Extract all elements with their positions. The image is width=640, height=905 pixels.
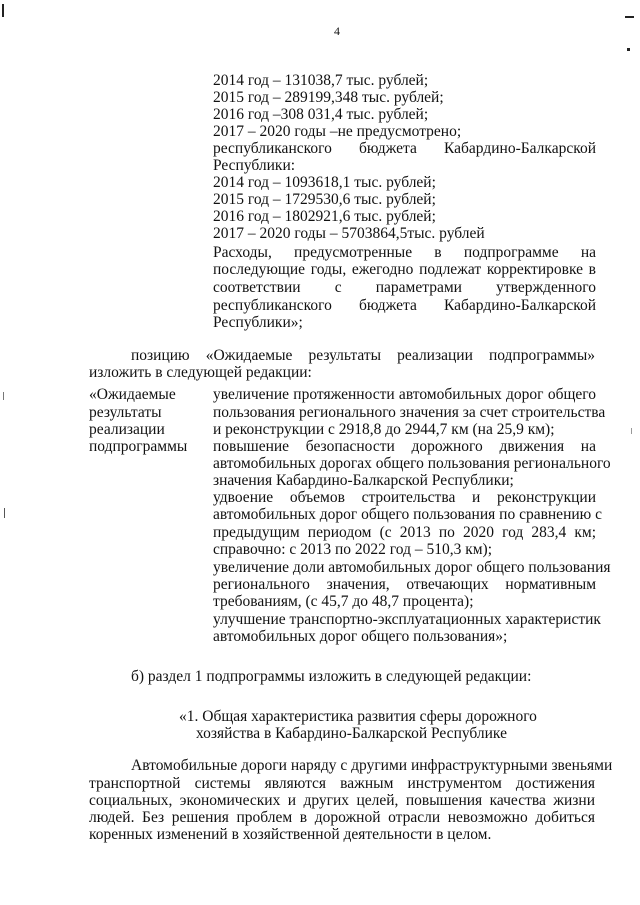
financing-line: 2016 год – 1802921,6 тыс. рублей; — [213, 208, 436, 225]
results-value-line: автомобильных дорог общего пользования»; — [213, 628, 508, 645]
financing-line: 2017 – 2020 годы – 5703864,5тыс. рублей — [213, 225, 485, 242]
scan-mark — [3, 392, 4, 400]
results-value-line: улучшение транспортно-эксплуатационных характеристик — [213, 611, 601, 628]
results-value-line: значения Кабардино-Балкарской Республики; — [213, 472, 514, 489]
financing-line: 2014 год – 1093618,1 тыс. рублей; — [213, 174, 436, 191]
financing-line: последующие годы, ежегодно подлежат корректировке в — [213, 261, 596, 278]
section-heading-line: хозяйства в Кабардино-Балкарской Республике — [196, 725, 507, 742]
scan-mark — [4, 508, 5, 518]
closing-paragraph-line: Автомобильные дороги наряду с другими инфраструктурными звеньями — [131, 757, 613, 774]
financing-line: 2016 год –308 031,4 тыс. рублей; — [213, 106, 429, 123]
position-paragraph-line: изложить в следующей редакции: — [89, 364, 312, 381]
position-paragraph-line: позицию «Ожидаемые результаты реализации подпрограммы» — [131, 347, 595, 364]
financing-line: Республики»; — [213, 314, 303, 331]
closing-paragraph-line: транспортной системы являются важным инструментом достижения — [89, 775, 595, 792]
closing-paragraph-line: людей. Без решения проблем в дорожной отрасли невозможно добиться — [89, 809, 595, 826]
results-value-line: и реконструкции с 2918,8 до 2944,7 км (на 25,9 км); — [213, 421, 555, 438]
results-label-line: подпрограммы — [89, 438, 188, 455]
section-heading-line: «1. Общая характеристика развития сферы дорожного — [179, 708, 537, 725]
closing-paragraph-line: социальных, экономических и других целей, повышения качества жизни — [89, 792, 595, 809]
scan-mark — [2, 4, 4, 17]
results-value-line: увеличение протяженности автомобильных дорог общего — [213, 386, 596, 403]
financing-line: 2014 год – 131038,7 тыс. рублей; — [213, 72, 429, 89]
financing-line: 2015 год – 289199,348 тыс. рублей; — [213, 89, 444, 106]
closing-paragraph-line: коренных изменений в хозяйственной деятельности в целом. — [89, 826, 492, 843]
results-value-line: автомобильных дорог общего пользования по сравнению с — [213, 506, 602, 523]
financing-line: Республики: — [213, 157, 296, 174]
results-value-line: требованиям, (с 45,7 до 48,7 процента); — [213, 593, 474, 610]
scan-mark — [627, 48, 630, 51]
results-label-line: результаты — [89, 404, 162, 421]
results-value-line: повышение безопасности дорожного движения на — [213, 438, 596, 455]
financing-line: 2015 год – 1729530,6 тыс. рублей; — [213, 191, 436, 208]
section-b-text: б) раздел 1 подпрограммы изложить в следующей редакции: — [131, 668, 532, 685]
results-value-line: удвоение объемов строительства и реконструкции — [213, 489, 596, 506]
scan-mark — [625, 16, 634, 18]
financing-line: соответствии с параметрами утвержденного — [213, 279, 596, 296]
page-number: 4 — [334, 24, 340, 38]
results-value-line: предыдущим периодом (с 2013 по 2020 год 283,4 км; — [213, 524, 596, 541]
results-value-line: автомобильных дорогах общего пользования регионального — [213, 455, 611, 472]
results-value-line: регионального значения, отвечающих нормативным — [213, 576, 596, 593]
financing-line: Расходы, предусмотренные в подпрограмме на — [213, 244, 596, 261]
results-value-line: увеличение доли автомобильных дорог общего пользования — [213, 559, 611, 576]
results-label-line: реализации — [89, 421, 165, 438]
results-value-line: справочно: с 2013 по 2022 год – 510,3 км); — [213, 541, 493, 558]
financing-line: республиканского бюджета Кабардино-Балкарской — [213, 297, 596, 314]
financing-line: 2017 – 2020 годы –не предусмотрено; — [213, 123, 462, 140]
results-value-line: пользования регионального значения за счет строительства — [213, 404, 606, 421]
results-label-line: «Ожидаемые — [89, 386, 176, 403]
financing-line: республиканского бюджета Кабардино-Балкарской — [213, 140, 596, 157]
scan-mark — [631, 428, 632, 434]
